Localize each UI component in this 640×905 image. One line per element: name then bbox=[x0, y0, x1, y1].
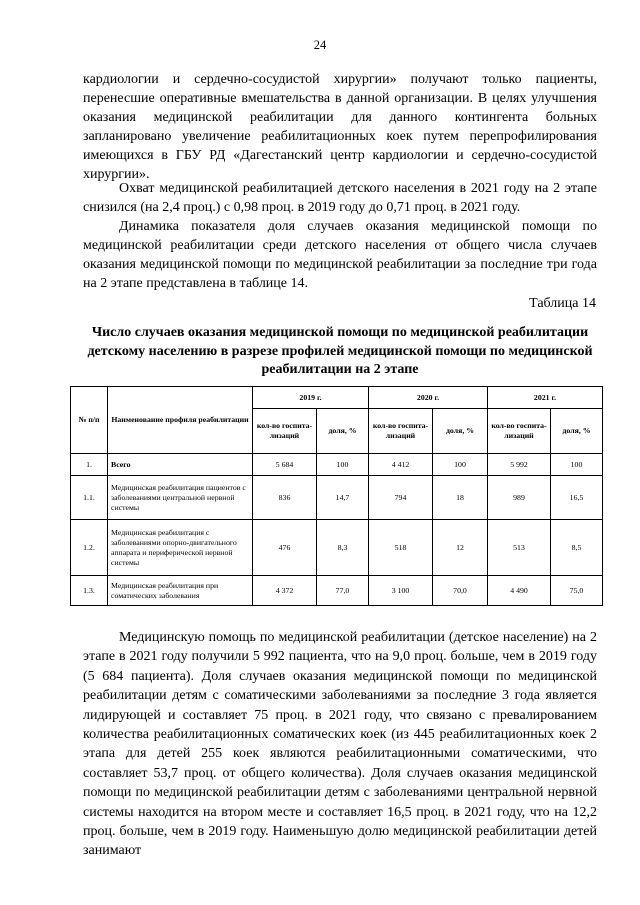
cell-value: 8,3 bbox=[317, 520, 369, 576]
cell-value: 100 bbox=[551, 454, 603, 476]
cell-value: 518 bbox=[369, 520, 433, 576]
row-name: Медицинская реабилитация пациентов с заболеваниями центральной нервной системы bbox=[108, 476, 253, 520]
subheader-count: кол-во госпита-лизаций bbox=[488, 409, 551, 454]
cell-value: 75,0 bbox=[551, 576, 603, 606]
row-num: 1.1. bbox=[71, 476, 108, 520]
cell-value: 836 bbox=[253, 476, 317, 520]
rehab-table bbox=[70, 386, 603, 606]
row-name: Медицинская реабилитация при соматических заболевания bbox=[108, 576, 253, 606]
subheader-share: доля, % bbox=[317, 409, 369, 454]
cell-value: 16,5 bbox=[551, 476, 603, 520]
header-num: № п/п bbox=[71, 387, 108, 454]
cell-value: 8,5 bbox=[551, 520, 603, 576]
paragraph-bottom: Медицинскую помощь по медицинской реабилитации (детское население) на 2 этапе в 2021 году получили 5 992 пациента, что на 9,0 проц. больше, чем в 2019 году (5 684 пациента). Доля случаев оказания медицинской помощи по медицинской реабилитации детям с соматическими заболеваниями за последние 3 года является лидирующей и составляет 75 проц. в 2021 году, что связано с превалированием количества реабилитационных соматических коек (из 445 реабилитационных коек 2 этапа для детей 255 коек являются реабилитационными соматическими, что составляет 53,7 проц. от общего количества). Доля случаев оказания медицинской помощи по медицинской реабилитации детям с заболеваниями центральной нервной системы находится на втором месте и составляет 16,5 проц. в 2021 году, что на 12,2 проц. больше, чем в 2019 году. Наименьшую долю медицинской реабилитации детей занимают bbox=[83, 630, 597, 859]
cell-value: 77,0 bbox=[317, 576, 369, 606]
cell-value: 100 bbox=[317, 454, 369, 476]
cell-value: 794 bbox=[369, 476, 433, 520]
paragraph-3: Динамика показателя доля случаев оказания медицинской помощи по медицинской реабилитации среди детского населения от общего числа случаев оказания медицинской помощи по медицинской реабилитации за последние три года на 2 этапе представлена в таблице 14. bbox=[83, 219, 597, 291]
cell-value: 4 490 bbox=[488, 576, 551, 606]
table-label: Таблица 14 bbox=[529, 296, 596, 311]
table-row bbox=[71, 576, 603, 606]
paragraph-1: кардиологии и сердечно-сосудистой хирургии» получают только пациенты, перенесшие оперативные вмешательства в данной организации. В целях улучшения оказания медицинской реабилитации для данного контингента больных запланировано увеличение реабилитационных коек путем перепрофилирования имеющихся в ГБУ РД «Дагестанский центр кардиологии и сердечно-сосудистой хирургии». bbox=[83, 72, 597, 182]
paragraph-2: Охват медицинской реабилитацией детского населения в 2021 году на 2 этапе снизился (на 2,4 проц.) с 0,98 проц. в 2019 году до 0,71 проц. в 2021 году. bbox=[83, 181, 597, 215]
subheader-count: кол-во госпита-лизаций bbox=[369, 409, 433, 454]
row-num: 1. bbox=[71, 454, 108, 476]
subheader-count: кол-во госпита-лизаций bbox=[253, 409, 317, 454]
cell-value: 5 992 bbox=[488, 454, 551, 476]
table-row bbox=[71, 454, 603, 476]
cell-value: 3 100 bbox=[369, 576, 433, 606]
subheader-share: доля, % bbox=[551, 409, 603, 454]
cell-value: 14,7 bbox=[317, 476, 369, 520]
table-title: Число случаев оказания медицинской помощи по медицинской реабилитации детскому населению в разрезе профилей медицинской помощи по медицинской реабилитации на 2 этапе bbox=[87, 325, 593, 377]
header-year-2021: 2021 г. bbox=[488, 387, 603, 409]
cell-value: 70,0 bbox=[433, 576, 488, 606]
cell-value: 100 bbox=[433, 454, 488, 476]
cell-value: 476 bbox=[253, 520, 317, 576]
cell-value: 5 684 bbox=[253, 454, 317, 476]
cell-value: 513 bbox=[488, 520, 551, 576]
row-num: 1.2. bbox=[71, 520, 108, 576]
cell-value: 12 bbox=[433, 520, 488, 576]
page-number: 24 bbox=[313, 38, 327, 52]
subheader-share: доля, % bbox=[433, 409, 488, 454]
header-year-2020: 2020 г. bbox=[369, 387, 488, 409]
cell-value: 18 bbox=[433, 476, 488, 520]
cell-value: 989 bbox=[488, 476, 551, 520]
header-year-2019: 2019 г. bbox=[253, 387, 369, 409]
table-row bbox=[71, 476, 603, 520]
cell-value: 4 372 bbox=[253, 576, 317, 606]
cell-value: 4 412 bbox=[369, 454, 433, 476]
header-name: Наименование профиля реабилитации bbox=[108, 387, 253, 454]
row-num: 1.3. bbox=[71, 576, 108, 606]
table-row bbox=[71, 520, 603, 576]
row-name: Медицинская реабилитация с заболеваниями опорно-двигательного аппарата и периферической нервной системы bbox=[108, 520, 253, 576]
row-name: Всего bbox=[108, 454, 253, 476]
